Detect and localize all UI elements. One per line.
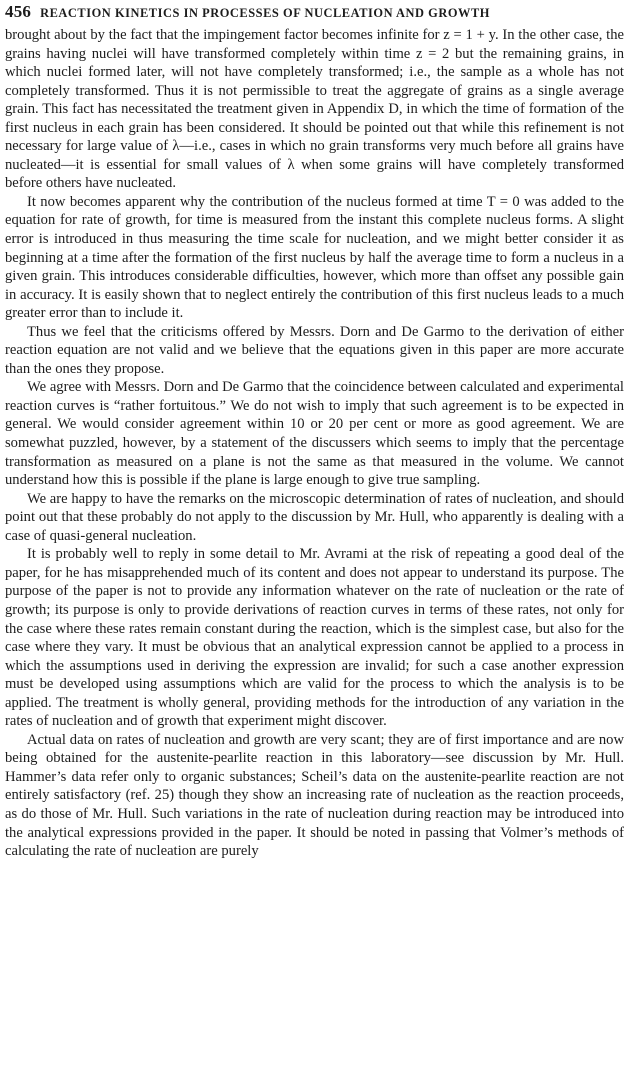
document-page xyxy=(5,0,624,861)
paragraph-2: It now becomes apparent why the contribution of the nucleus formed at time T = 0 was added to the equation for rate of growth, for time is measured from the instant this complete nucleus forms. A slight error is introduced in thus measuring the time scale for nucleation, and we might better consider it as beginning at a time after the formation of the first nucleus by half the average time to form a nucleus in a given grain. This introduces considerable difficulties, however, which more than offset any possible gain in accuracy. It is easily shown that to neglect entirely the contribution of this first nucleus leads to a much greater error than to include it. xyxy=(5,193,624,322)
running-head: REACTION KINETICS IN PROCESSES OF NUCLEATION AND GROWTH xyxy=(40,6,490,20)
paragraph-5: We are happy to have the remarks on the microscopic determination of rates of nucleation, and should point out that these probably do not apply to the discussion by Mr. Hull, who apparently is dealing with a case of quasi-general nucleation. xyxy=(5,490,624,544)
paragraph-1: brought about by the fact that the impingement factor becomes infinite for z = 1 + y. In the other case, the grains having nuclei will have transformed completely within time z = 2 but the remaining grains, in which nuclei formed later, will not have completely transformed; i.e., the sample as a whole has not completely transformed. Thus it is not permissible to treat the aggregate of grains as a single average grain. This fact has necessitated the treatment given in Appendix D, in which the time of formation of the first nucleus in each grain has been considered. It should be pointed out that while this refinement is not necessary for large value of λ—i.e., cases in which no grain transforms very much before all grains have nucleated—it is essential for small values of λ when some grains will have completely transformed before others have nucleated. xyxy=(5,27,624,192)
paragraph-3: Thus we feel that the criticisms offered by Messrs. Dorn and De Garmo to the derivation of either reaction equation are not valid and we believe that the equations given in this paper are more accurate than the ones they propose. xyxy=(5,323,624,377)
paragraph-4: We agree with Messrs. Dorn and De Garmo that the coincidence between calculated and experimental reaction curves is “rather fortuitous.” We do not wish to imply that such agreement is to be expected in general. We would consider agreement within 10 or 20 per cent or more as good agreement. We are somewhat puzzled, however, by a statement of the discussers which seems to imply that the percentage transformation as measured on a plane is not the same as that measured in the volume. We cannot understand how this is possible if the plane is large enough to give true sampling. xyxy=(5,379,624,489)
page-number: 456 xyxy=(5,2,32,21)
paragraph-6: It is probably well to reply in some detail to Mr. Avrami at the risk of repeating a good deal of the paper, for he has misapprehended much of its content and does not appear to understand its purpose. The purpose of the paper is not to provide any information whatever on the rate of nucleation or the rate of growth; its purpose is only to provide derivations of reaction curves in terms of these rates, not only for the case where these rates remain constant during the reaction, which is the simplest case, but also for the case where they vary. It must be obvious that an analytical expression cannot be applied to a process in which the assumptions used in deriving the expression are invalid; for such a case another expression must be developed using assumptions which are valid for the process to which the analysis is to be applied. The treatment is wholly general, providing methods for the introduction of any variation in the rates of nucleation and of growth that experiment might discover. xyxy=(5,546,624,730)
page-header xyxy=(5,0,624,26)
paragraph-7: Actual data on rates of nucleation and growth are very scant; they are of first importance and are now being obtained for the austenite-pearlite reaction in this laboratory—see discussion by Mr. Hull. Hammer’s data refer only to organic substances; Scheil’s data on the austenite-pearlite reaction are not entirely satisfactory (ref. 25) though they show an increasing rate of nucleation as the reaction proceeds, as do those of Mr. Hull. Such variations in the rate of nucleation during reaction may be introduced into the analytical expressions provided in the paper. It should be noted in passing that Volmer’s methods of calculating the rate of nucleation are purely xyxy=(5,731,624,860)
body-text xyxy=(5,26,624,861)
